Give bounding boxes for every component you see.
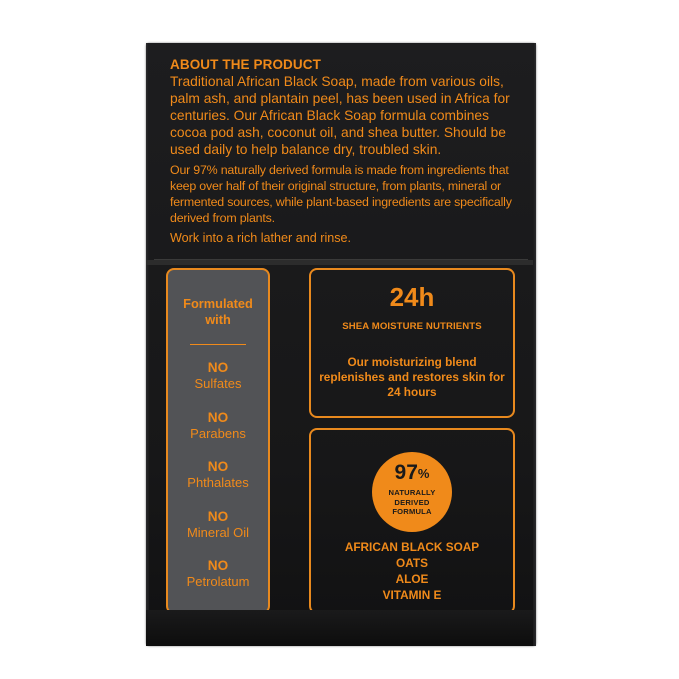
- moisture-description: Our moisturizing blend replenishes and restores skin for 24 hours: [319, 355, 505, 399]
- badge-label-line1: NATURALLY: [388, 488, 436, 497]
- no-label: NO: [207, 410, 229, 425]
- free-from-item-phthalates: [168, 459, 268, 491]
- natural-badge: [372, 452, 452, 532]
- ingredient-item: VITAMIN E: [382, 588, 442, 602]
- badge-label: [372, 488, 452, 517]
- free-from-name: Parabens: [190, 426, 246, 441]
- moisture-title: SHEA MOISTURE NUTRIENTS: [342, 321, 482, 332]
- moisture-box: [309, 268, 515, 418]
- free-from-item-petrolatum: [168, 558, 268, 590]
- free-from-item-sulfates: [168, 360, 268, 392]
- about-paragraph-3: Work into a rich lather and rinse.: [170, 231, 352, 245]
- bottom-band: [146, 610, 536, 646]
- ingredient-item: OATS: [396, 556, 428, 570]
- formulated-heading-line2: with: [205, 312, 231, 327]
- free-from-name: Petrolatum: [186, 574, 250, 589]
- ingredient-item: AFRICAN BLACK SOAP: [344, 540, 480, 554]
- moisture-hours: 24h: [389, 282, 435, 312]
- about-paragraph-1: Traditional African Black Soap, made from various oils, palm ash, and plantain peel, has been used in Africa for centuries. Our African Black Soap formula combines cocoa pod ash, coconut oil, and shea butter. Should be used daily to help balance dry, troubled skin.: [170, 74, 510, 157]
- formulated-with-box: [166, 268, 270, 614]
- about-paragraph-2: Our 97% naturally derived formula is made from ingredients that keep over half of their original structure, from plants, mineral or fermented sources, while plant-based ingredients are specifically derived from plants.: [170, 163, 512, 225]
- free-from-item-mineral-oil: [168, 509, 268, 541]
- free-from-name: Sulfates: [194, 376, 242, 391]
- formulated-heading: [168, 296, 268, 328]
- no-label: NO: [207, 360, 229, 375]
- about-title: ABOUT THE PRODUCT: [170, 57, 321, 72]
- formulated-rule: [190, 344, 246, 345]
- about-section: [170, 56, 520, 246]
- no-label: NO: [207, 558, 229, 573]
- no-label: NO: [207, 509, 229, 524]
- no-label: NO: [207, 459, 229, 474]
- badge-label-line3: FORMULA: [392, 507, 432, 516]
- ingredient-list: [311, 539, 513, 603]
- product-panel: [146, 43, 536, 646]
- badge-percent: [372, 461, 452, 485]
- badge-label-line2: DERIVED: [394, 497, 430, 507]
- formulated-heading-line1: Formulated: [183, 296, 253, 311]
- natural-box: [309, 428, 515, 614]
- badge-percent-number: 97: [394, 461, 418, 484]
- free-from-name: Phthalates: [187, 475, 249, 490]
- free-from-name: Mineral Oil: [186, 525, 250, 540]
- band: [146, 260, 536, 265]
- ingredient-item: ALOE: [395, 572, 429, 586]
- free-from-item-parabens: [168, 410, 268, 442]
- badge-percent-sign: %: [417, 466, 430, 481]
